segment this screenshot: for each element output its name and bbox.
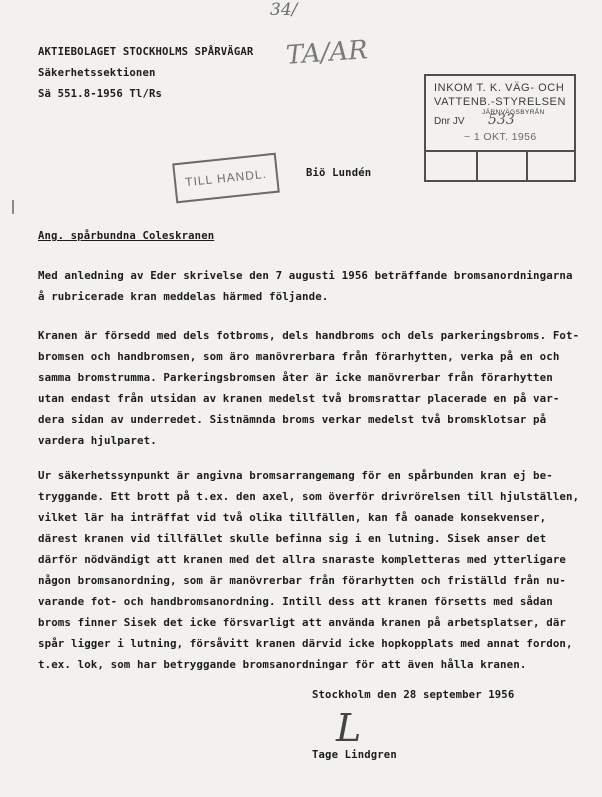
subject-line: Ang. spårbundna Coleskranen [38,230,215,242]
paragraph-3-line: vilket lär ha inträffat vid två olika tillfällen, kan få oanade konsekvenser, [38,511,547,524]
margin-mark [12,200,14,214]
paragraph-2-line: utan endast från utsidan av kranen medelst två bromsrattar placerade en på var- [38,392,560,405]
stamp-grid-divider [526,150,528,180]
stamp-dnr-label: Dnr JV [434,116,465,127]
paragraph-3-line: varande fot- och handbromsanordning. Intill dess att kranen försetts med sådan [38,595,553,608]
received-stamp [424,74,576,182]
paragraph-3-line: spår ligger i lutning, försåvitt kranen därvid icke hopkopplats med annat fordon, [38,637,573,650]
paragraph-3-line: någon bromsanordning, som är manövrerbar från förarhytten och friställd från nu- [38,574,567,587]
recipient-name: Biö Lundén [306,167,372,179]
reference-number: Sä 551.8-1956 Tl/Rs [38,88,163,100]
paragraph-3-line: därest kranen vid tillfället skulle befinna sig i en lutning. Sisek anser det [38,532,547,545]
stamp-line-1: INKOM T. K. VÄG- OCH [434,82,565,94]
stamp-grid-divider [476,150,478,180]
signatory-name: Tage Lindgren [312,749,397,761]
place-date: Stockholm den 28 september 1956 [312,689,515,701]
paragraph-2-line: bromsen och handbromsen, som äro manövrerbara från förarhytten, verka på en och [38,350,560,363]
paragraph-3-line: tryggande. Ett brott på t.ex. den axel, som överför drivrörelsen till hjulställen, [38,490,580,503]
paragraph-3-line: därför nödvändigt att kranen med det allra snaraste kompletteras med ytterligare [38,553,567,566]
till-handl-stamp: TILL HANDL. [172,153,280,204]
paragraph-2-line: Kranen är försedd med dels fotbroms, dels handbroms och dels parkeringsbroms. Fot- [38,329,580,342]
handwritten-signature: L [336,706,362,750]
company-name: AKTIEBOLAGET STOCKHOLMS SPÅRVÄGAR [38,46,254,58]
stamp-dnr-number: 533 [488,112,515,128]
stamp-grid-line [426,150,574,152]
paragraph-1-line: å rubricerade kran meddelas härmed följande. [38,290,329,303]
paragraph-2-line: samma bromstrumma. Parkeringsbromsen åter är icke manövrerbar från förarhytten [38,371,553,384]
stamp-date: ~ 1 OKT. 1956 [464,131,537,143]
paragraph-1-line: Med anledning av Eder skrivelse den 7 augusti 1956 beträffande bromsanordningarna [38,269,573,282]
paragraph-2-line: vardera hjulparet. [38,434,157,447]
paragraph-3-line: t.ex. lok, som har betryggande bromsanordningar för att även hålla kranen. [38,658,527,671]
paragraph-2-line: dera sidan av underredet. Sistnämnda broms verkar medelst två bromsklotsar på [38,413,547,426]
handwritten-page-number: 34/ [270,0,298,20]
paragraph-3-line: broms finner Sisek det icke försvarligt att använda kranen på arbetsplatser, där [38,616,567,629]
stamp-line-2: VATTENB.-STYRELSEN [434,96,567,108]
stamp-line-3: JÄRNVÄGSBYRÅN [482,109,545,116]
handwritten-initials: TA/AR [285,35,369,71]
paragraph-3-line: Ur säkerhetssynpunkt är angivna bromsarrangemang för en spårbunden kran ej be- [38,469,553,482]
department-name: Säkerhetssektionen [38,67,156,79]
